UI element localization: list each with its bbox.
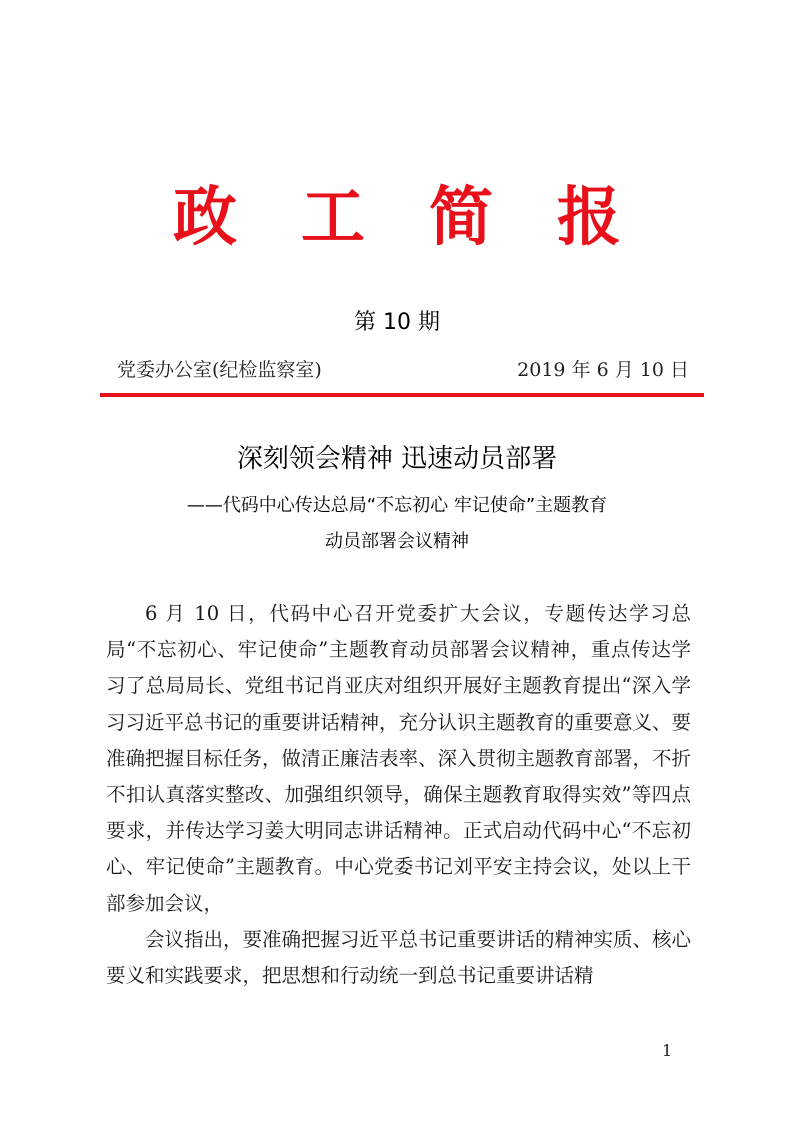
bulletin-masthead: 政 工 简 报 — [173, 181, 621, 255]
article-body — [106, 596, 691, 994]
issuing-office: 党委办公室(纪检监察室) — [117, 359, 322, 381]
article-subtitle-line-2: 动员部署会议精神 — [325, 531, 469, 552]
article-title: 深刻领会精神 迅速动员部署 — [236, 444, 558, 474]
body-paragraph-1: 6 月 10 日，代码中心召开党委扩大会议，专题传达学习总局“不忘初心、牢记使命”主题教育动员部署会议精神，重点传达学习了总局局长、党组书记肖亚庆对组织开展好主题教育提出“深入学习习近平总书记的重要讲话精神，充分认识主题教育的重要意义、要准确把握目标任务，做清正廉洁表率、深入贯彻主题教育部署，不折不扣认真落实整改、加强组织领导，确保主题教育取得实效”等四点要求，并传达学习姜大明同志讲话精神。正式启动代码中心“不忘初心、牢记使命”主题教育。中心党委书记刘平安主持会议，处以上干部参加会议， — [106, 602, 692, 915]
page-number: 1 — [662, 1041, 673, 1060]
red-header-rule — [100, 393, 704, 397]
body-paragraph-2: 会议指出，要准确把握习近平总书记重要讲话的精神实质、核心要义和实践要求，把思想和行动统一到总书记重要讲话精 — [106, 927, 692, 988]
publication-date: 2019 年 6 月 10 日 — [517, 359, 689, 381]
issue-number: 第 10 期 — [354, 310, 440, 335]
article-subtitle-line-1: ——代码中心传达总局“不忘初心 牢记使命”主题教育 — [186, 495, 608, 516]
